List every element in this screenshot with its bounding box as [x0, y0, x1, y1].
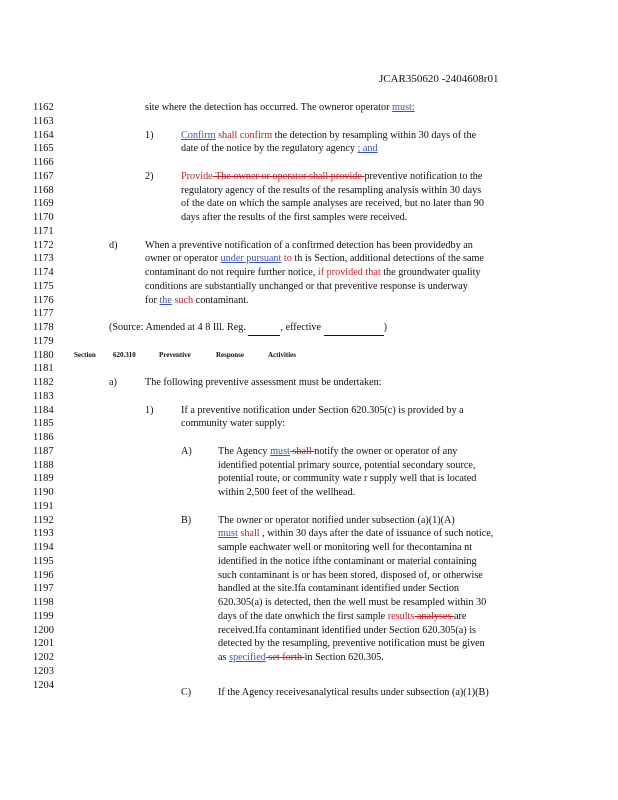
- text-line-1195: identified in the notice ifthe contaminant or material containing: [218, 555, 477, 567]
- line-number: 1175: [33, 280, 54, 292]
- text-line-1199: days of the date onwhich the first sample results analyses are: [218, 610, 467, 622]
- text-line-1198: 620.305(a) is detected, then the well must be resampled within 30: [218, 597, 487, 608]
- section-label: Section: [74, 350, 96, 359]
- line-number: 1186: [33, 432, 54, 443]
- text-line-1190: within 2,500 feet of the wellhead.: [218, 487, 356, 498]
- item-label-1: 1): [145, 129, 154, 141]
- text-line-1188: identified potential primary source, potential secondary source,: [218, 459, 476, 471]
- section-number: 620.310: [113, 350, 136, 359]
- text-line-1173: owner or operator under pursuant to th is Section, additional detections of the same: [145, 253, 484, 265]
- text-line-1197: handled at the site.Ifa contaminant identified under Section: [218, 583, 460, 595]
- changed-text: to: [281, 253, 295, 265]
- text-line-1187: The Agency must shall notify the owner or operator of any: [218, 445, 458, 457]
- line-number: 1203: [33, 665, 54, 677]
- text-line-1182: The following preventive assessment must be undertaken:: [145, 377, 382, 388]
- deleted-text: analyses: [414, 610, 454, 622]
- item-label-2: 2): [145, 170, 154, 182]
- line-number: 1187: [33, 445, 54, 457]
- line-number: 1195: [33, 555, 54, 567]
- line-number: 1173: [33, 253, 54, 265]
- inserted-text: the: [159, 294, 172, 306]
- text-line-1185: community water supply:: [181, 418, 286, 430]
- line-number: 1168: [33, 184, 54, 196]
- item-label-a: a): [109, 377, 117, 388]
- text-line-1169: of the date on which the sample analyses are received, but no later than 90: [181, 198, 484, 210]
- inserted-text: under pursuant: [220, 253, 282, 265]
- deleted-text: The owner or operator shall provide: [212, 170, 365, 182]
- inserted-text: Confirm: [181, 129, 216, 141]
- line-numbers: [33, 101, 57, 692]
- text-line-1194: sample eachwater well or monitoring well for thecontamina nt: [218, 542, 473, 553]
- text-line-1204: If the Agency receivesanalytical results under subsection (a)(1)(B): [218, 687, 489, 698]
- line-number: 1166: [33, 157, 54, 168]
- line-number: 1196: [33, 569, 54, 581]
- inserted-text: must:: [392, 102, 415, 113]
- line-number: 1176: [33, 294, 54, 306]
- line-number: 1181: [33, 363, 54, 375]
- line-number: 1200: [33, 624, 54, 636]
- line-number: 1179: [33, 335, 54, 347]
- line-number: 1202: [33, 652, 54, 663]
- line-number: 1185: [33, 418, 54, 430]
- inserted-text: must: [218, 528, 238, 540]
- text-line-1202: as specified set forth in Section 620.305.: [218, 652, 384, 663]
- line-number: 1169: [33, 198, 54, 210]
- item-label-A: A): [181, 445, 192, 457]
- line-number: 1177: [33, 308, 54, 320]
- text-line-1174: contaminant do not require further notice, if provided that the groundwater quality: [145, 267, 481, 278]
- text-line-1201: detected by the resampling, preventive notification must be given: [218, 638, 485, 650]
- changed-text: such: [171, 294, 194, 306]
- section-title-word: Response: [216, 350, 245, 359]
- changed-text: shall confirm: [215, 129, 273, 141]
- source-note: (Source: Amended at 4 8 Ill. Reg. , effective ): [109, 321, 387, 335]
- text-line-1162: site where the detection has occurred. The owneror operator must:: [145, 102, 415, 113]
- changed-text: shall: [237, 528, 263, 540]
- item-label-a1: 1): [145, 404, 154, 416]
- text-line-1167: Provide The owner or operator shall provide preventive notification to the: [181, 170, 483, 182]
- line-number: 1170: [33, 212, 54, 223]
- item-label-B: B): [181, 514, 192, 526]
- text-line-1176: for the such contaminant.: [145, 294, 249, 306]
- text-line-1175: conditions are substantially unchanged or that preventive response is underway: [145, 280, 468, 292]
- line-number: 1184: [33, 404, 54, 416]
- line-number: 1167: [33, 170, 54, 182]
- line-number: 1189: [33, 473, 54, 485]
- line-number: 1180: [33, 349, 54, 361]
- line-number: 1164: [33, 129, 54, 141]
- line-number: 1199: [33, 610, 54, 622]
- inserted-text: ; and: [357, 143, 378, 155]
- text-line-1184: If a preventive notification under Section 620.305(c) is provided by a: [181, 404, 464, 416]
- item-label-C: C): [181, 687, 192, 698]
- inserted-text: results: [387, 610, 415, 622]
- blank-effective-date: [324, 321, 384, 336]
- line-number: 1182: [33, 377, 54, 388]
- line-number: 1194: [33, 542, 54, 553]
- line-number: 1197: [33, 583, 54, 595]
- line-number: 1193: [33, 528, 54, 540]
- changed-text: if provided that: [317, 267, 381, 278]
- line-number: 1163: [33, 115, 54, 127]
- inserted-text: must: [270, 445, 290, 457]
- inserted-text: Provide: [181, 170, 213, 182]
- line-number: 1178: [33, 322, 54, 333]
- text-line-1189: potential route, or community wate r supply well that is located: [218, 473, 477, 485]
- text-line-1193: must shall , within 30 days after the date of issuance of such notice,: [218, 528, 494, 540]
- line-number: 1204: [33, 679, 54, 691]
- line-number: 1188: [33, 459, 54, 471]
- line-number: 1201: [33, 638, 54, 650]
- line-number: 1162: [33, 102, 54, 113]
- line-number: 1172: [33, 239, 54, 251]
- text-line-1172: When a preventive notification of a confirmed detection has been providedby an: [145, 239, 473, 251]
- line-number: 1165: [33, 143, 54, 155]
- text-line-1164: Confirm shall confirm the detection by resampling within 30 days of the: [181, 129, 477, 141]
- line-number: 1190: [33, 487, 54, 498]
- deleted-text: shall: [289, 445, 315, 457]
- section-title-word: Preventive: [159, 350, 191, 359]
- text-line-1165: date of the notice by the regulatory agency ; and: [181, 143, 378, 155]
- text-line-1192: The owner or operator notified under subsection (a)(1)(A): [218, 514, 455, 526]
- line-number: 1192: [33, 514, 54, 526]
- inserted-text: specified: [229, 652, 266, 663]
- text-line-1200: received.Ifa contaminant identified under Section 620.305(a) is: [218, 624, 476, 636]
- document-id: JCAR350620 -2404608r01: [379, 73, 499, 85]
- deleted-text: set forth: [265, 652, 305, 663]
- text-line-1168: regulatory agency of the results of the resampling analysis within 30 days: [181, 184, 482, 196]
- line-number: 1183: [33, 390, 54, 402]
- blank-register-page: [248, 321, 280, 336]
- line-number: 1174: [33, 267, 54, 278]
- text-line-1196: such contaminant is or has been stored, disposed of, or otherwise: [218, 569, 483, 581]
- item-label-d: d): [109, 239, 118, 251]
- line-number: 1171: [33, 225, 54, 237]
- line-number: 1198: [33, 597, 54, 608]
- text-line-1170: days after the results of the first samples were received.: [181, 212, 408, 223]
- line-number: 1191: [33, 500, 54, 512]
- section-title-word: Activities: [268, 350, 296, 359]
